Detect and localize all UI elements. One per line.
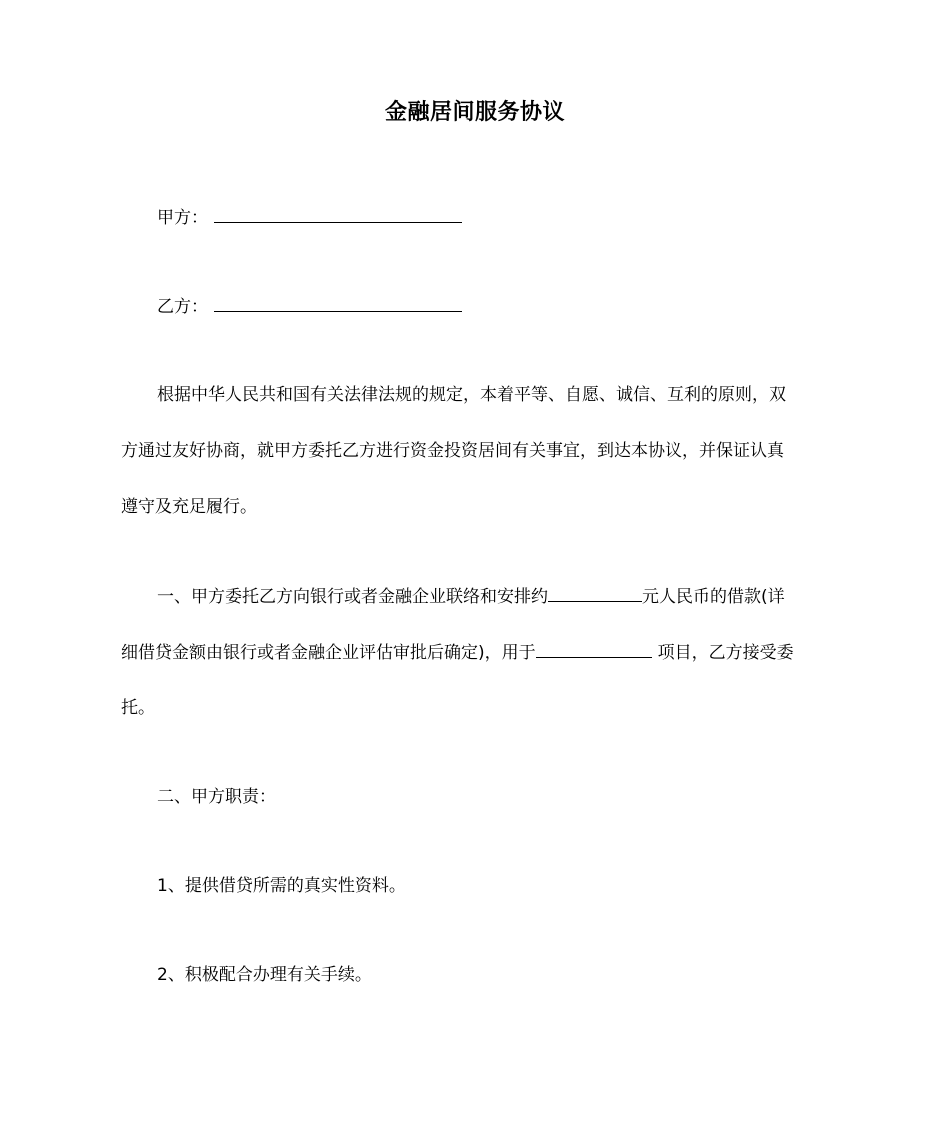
clause2-heading: 二、甲方职责： (157, 787, 276, 807)
preamble-line-1: 根据中华人民共和国有关法律法规的规定，本着平等、自愿、诚信、互利的原则，双 (157, 385, 786, 405)
project-blank (536, 640, 652, 658)
party-b-label: 乙方： (157, 297, 208, 317)
clause2-item-1: 1、提供借贷所需的真实性资料。 (157, 876, 406, 896)
clause1-line1-suffix: 元人民币的借款(详 (642, 587, 785, 607)
document-title: 金融居间服务协议 (384, 100, 565, 125)
clause1-line-3: 托。 (121, 698, 155, 718)
party-a-line (157, 205, 462, 230)
clause2-item-2: 2、积极配合办理有关手续。 (157, 965, 372, 985)
clause1-line2-suffix: 项目，乙方接受委 (657, 643, 794, 663)
clause1-line-1 (157, 584, 785, 609)
preamble-line-2: 方通过友好协商，就甲方委托乙方进行资金投资居间有关事宜，到达本协议，并保证认真 (121, 441, 784, 461)
party-a-label: 甲方： (157, 208, 208, 228)
clause1-line1-prefix: 一、甲方委托乙方向银行或者金融企业联络和安排约 (157, 587, 548, 607)
party-b-line (157, 294, 462, 319)
party-a-blank (214, 205, 462, 223)
clause1-line2-prefix: 细借贷金额由银行或者金融企业评估审批后确定)，用于 (121, 643, 536, 663)
party-b-blank (214, 294, 462, 312)
preamble-line-3: 遵守及充足履行。 (121, 497, 257, 517)
clause1-line-2 (121, 640, 794, 665)
loan-amount-blank (548, 584, 642, 602)
